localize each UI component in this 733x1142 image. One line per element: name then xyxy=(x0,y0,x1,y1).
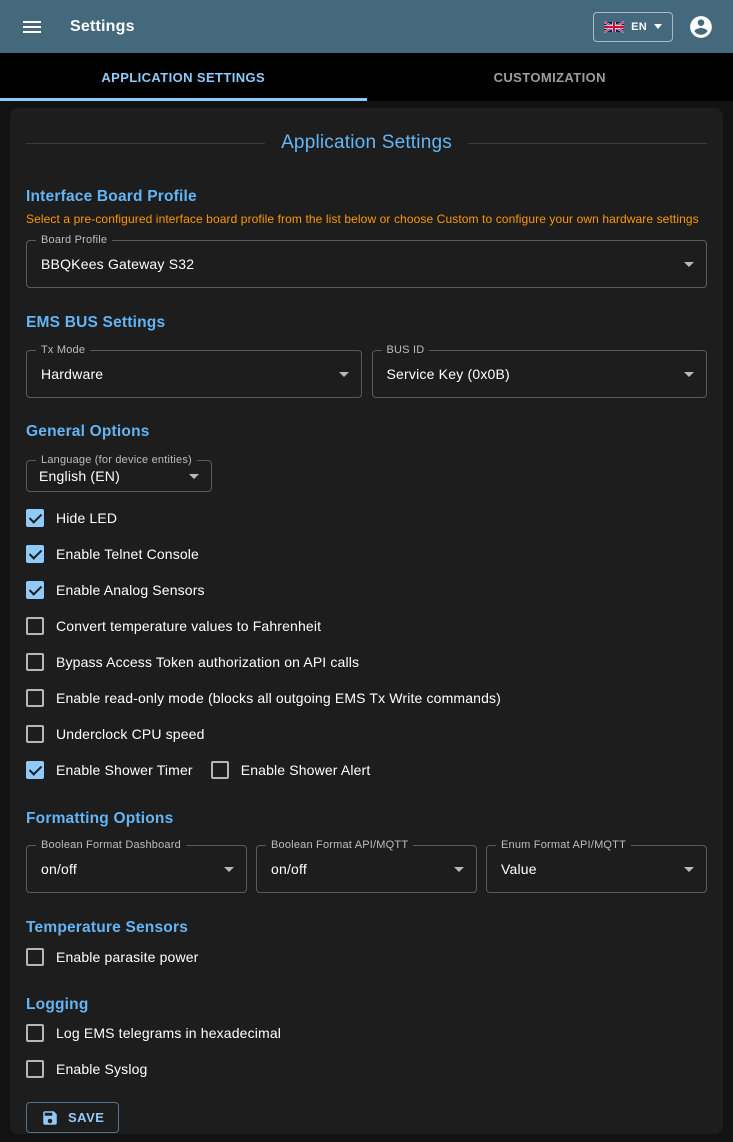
checkbox-label[interactable]: Convert temperature values to Fahrenheit xyxy=(56,618,322,634)
checkbox-parasite-power[interactable] xyxy=(26,948,44,966)
language-entities-value: English (EN) xyxy=(39,468,120,484)
checkbox-label[interactable]: Log EMS telegrams in hexadecimal xyxy=(56,1025,282,1041)
arrow-down-icon xyxy=(224,867,234,872)
section-heading-formatting: Formatting Options xyxy=(26,810,174,827)
checkbox-analog-sensors[interactable] xyxy=(26,581,44,599)
checkbox-row xyxy=(26,1051,707,1087)
checkbox-enable-syslog[interactable] xyxy=(26,1060,44,1078)
tab-bar xyxy=(0,53,733,101)
page-title: Application Settings xyxy=(281,132,452,153)
tab-customization[interactable] xyxy=(367,53,733,101)
checkbox-label[interactable]: Underclock CPU speed xyxy=(56,726,205,742)
bus-fields-row xyxy=(26,344,707,398)
checkbox-shower-timer[interactable] xyxy=(26,761,44,779)
checkbox-label[interactable]: Enable Shower Alert xyxy=(240,762,371,778)
boolean-format-dashboard-select[interactable] xyxy=(26,839,247,893)
board-profile-value: BBQKees Gateway S32 xyxy=(41,256,195,272)
account-circle-icon xyxy=(688,14,714,40)
tx-mode-label: Tx Mode xyxy=(36,344,90,357)
boolean-format-api-label: Boolean Format API/MQTT xyxy=(266,839,413,852)
arrow-down-icon xyxy=(454,867,464,872)
app-bar xyxy=(0,0,733,53)
tx-mode-value: Hardware xyxy=(41,366,104,382)
enum-format-api-select[interactable] xyxy=(486,839,707,893)
bus-id-label: BUS ID xyxy=(382,344,430,357)
checkbox-telnet[interactable] xyxy=(26,545,44,563)
menu-icon[interactable] xyxy=(16,11,48,43)
save-icon xyxy=(41,1109,59,1127)
language-entities-select[interactable] xyxy=(26,454,212,492)
checkbox-label[interactable]: Enable Telnet Console xyxy=(56,546,199,562)
checkbox-row xyxy=(26,644,707,680)
checkbox-hide-led[interactable] xyxy=(26,509,44,527)
enum-format-api-label: Enum Format API/MQTT xyxy=(496,839,631,852)
tx-mode-select[interactable] xyxy=(26,344,362,398)
app-title: Settings xyxy=(70,17,135,35)
boolean-format-api-select[interactable] xyxy=(256,839,477,893)
hamburger-icon xyxy=(20,15,44,39)
save-button-label: SAVE xyxy=(68,1110,105,1125)
section-heading-board-profile: Interface Board Profile xyxy=(26,188,197,205)
tab-label: APPLICATION SETTINGS xyxy=(101,69,266,85)
formatting-fields-row xyxy=(26,839,707,893)
board-profile-select[interactable] xyxy=(26,234,707,288)
save-button[interactable] xyxy=(26,1102,119,1133)
arrow-down-icon xyxy=(684,867,694,872)
checkbox-label[interactable]: Enable Syslog xyxy=(56,1061,148,1077)
boolean-format-dashboard-label: Boolean Format Dashboard xyxy=(36,839,186,852)
divider xyxy=(468,143,707,144)
boolean-format-dashboard-value: on/off xyxy=(41,861,77,877)
bus-id-select[interactable] xyxy=(372,344,708,398)
section-heading-general: General Options xyxy=(26,423,150,440)
checkbox-row xyxy=(26,752,707,788)
board-profile-label: Board Profile xyxy=(36,234,112,247)
checkbox-readonly-mode[interactable] xyxy=(26,689,44,707)
checkbox-row xyxy=(26,536,707,572)
boolean-format-api-value: on/off xyxy=(271,861,307,877)
checkbox-row xyxy=(26,1015,707,1051)
checkbox-row xyxy=(26,939,707,975)
checkbox-label[interactable]: Bypass Access Token authorization on API calls xyxy=(56,654,360,670)
section-heading-ems-bus: EMS BUS Settings xyxy=(26,314,166,331)
checkbox-log-hex[interactable] xyxy=(26,1024,44,1042)
checkbox-label[interactable]: Enable Shower Timer xyxy=(56,762,193,778)
arrow-down-icon xyxy=(339,372,349,377)
bus-id-value: Service Key (0x0B) xyxy=(386,366,510,382)
checkbox-shower-alert[interactable] xyxy=(211,761,229,779)
arrow-down-icon xyxy=(684,262,694,267)
enum-format-api-value: Value xyxy=(501,861,537,877)
checkbox-row xyxy=(26,716,707,752)
checkbox-label[interactable]: Enable parasite power xyxy=(56,949,199,965)
checkbox-underclock-cpu[interactable] xyxy=(26,725,44,743)
board-profile-help-text: Select a pre-configured interface board profile from the list below or choose Custom to configure your own hardware settings xyxy=(26,212,699,226)
caret-down-icon xyxy=(654,24,662,29)
divider xyxy=(26,143,265,144)
arrow-down-icon xyxy=(189,474,199,479)
section-heading-temperature-sensors: Temperature Sensors xyxy=(26,919,189,936)
checkbox-label[interactable]: Enable Analog Sensors xyxy=(56,582,205,598)
checkbox-row xyxy=(26,572,707,608)
uk-flag-icon xyxy=(604,21,624,33)
checkbox-fahrenheit[interactable] xyxy=(26,617,44,635)
settings-card xyxy=(10,108,723,1134)
checkbox-bypass-token[interactable] xyxy=(26,653,44,671)
checkbox-row xyxy=(26,608,707,644)
checkbox-label[interactable]: Hide LED xyxy=(56,510,118,526)
checkbox-label[interactable]: Enable read-only mode (blocks all outgoing EMS Tx Write commands) xyxy=(56,690,501,706)
checkbox-row xyxy=(26,680,707,716)
tab-application-settings[interactable] xyxy=(0,53,367,101)
tab-label: CUSTOMIZATION xyxy=(493,69,606,85)
language-entities-label: Language (for device entities) xyxy=(36,454,197,467)
section-heading-logging: Logging xyxy=(26,996,89,1013)
account-button[interactable] xyxy=(685,11,717,43)
checkbox-row xyxy=(26,500,707,536)
language-code: EN xyxy=(631,20,647,33)
language-selector[interactable] xyxy=(593,12,673,42)
app-bar-right xyxy=(593,11,717,43)
arrow-down-icon xyxy=(684,372,694,377)
page-title-row xyxy=(26,132,707,154)
